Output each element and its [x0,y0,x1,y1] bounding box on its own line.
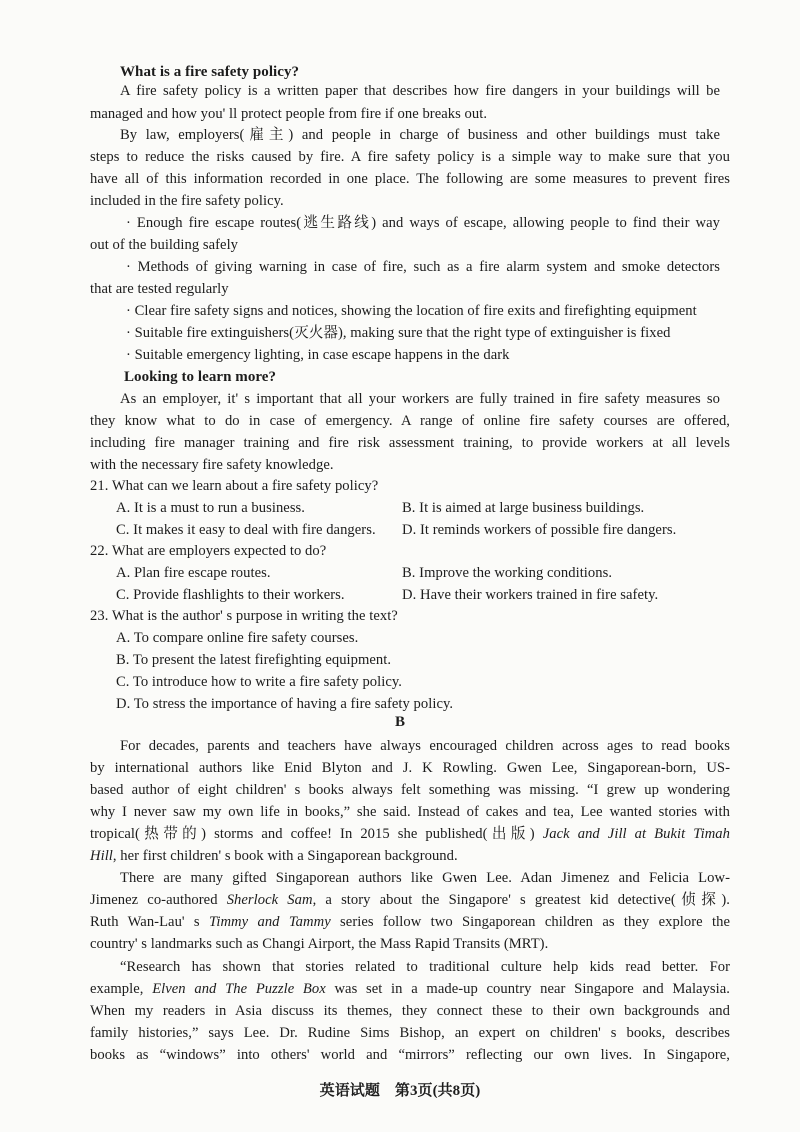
text-line: managed and how you' ll protect people from fire if one breaks out. [90,106,488,122]
text-line: “Research has shown that stories related to traditional culture help kids read better. For [120,959,730,975]
question-23: 23. What is the author' s purpose in writing the text? [90,608,398,624]
text-line: by international authors like Enid Blyton and J. K Rowling. Gwen Lee, Singaporean-born, US- [90,760,730,776]
option-21a: A. It is a must to run a business. [116,500,305,516]
bullet-item: · Clear fire safety signs and notices, showing the location of fire exits and firefighting equipment [126,303,697,319]
text-segment: was set in a made-up country near Singapore and Malaysia. [325,981,730,997]
option-21d: D. It reminds workers of possible fire dangers. [402,522,677,538]
bullet-item: · Suitable fire extinguishers(灭火器), making sure that the right type of extinguisher is fixed [126,325,671,341]
text-line: books as “windows” into others' world and “mirrors” reflecting our own lives. In Singapore, [90,1047,730,1063]
option-23a: A. To compare online fire safety courses. [116,630,359,646]
text-line: included in the fire safety policy. [90,193,284,209]
option-23d: D. To stress the importance of having a fire safety policy. [116,696,454,712]
bullet-item: · Suitable emergency lighting, in case escape happens in the dark [126,347,510,363]
text-line: By law, employers(雇主) and people in charge of business and other buildings must take [120,127,720,143]
text-line: that are tested regularly [90,281,229,297]
option-22b: B. Improve the working conditions. [402,565,613,581]
heading-fire-safety-policy: What is a fire safety policy? [120,64,300,80]
text-line: A fire safety policy is a written paper that describes how fire dangers in your buildings will be [120,83,720,99]
book-title: Jack and Jill at Bukit Timah [542,826,730,842]
text-line: country' s landmarks such as Changi Airport, the Mass Rapid Transits (MRT). [90,936,549,952]
question-21: 21. What can we learn about a fire safety policy? [90,478,379,494]
text-line: why I never saw my own life in books,” she said. Instead of cakes and tea, Lee wanted stories with [90,804,730,820]
page-footer: 英语试题 第3页(共8页) [319,1083,481,1099]
text-line: out of the building safely [90,237,239,253]
text-line: have all of this information recorded in one place. The following are some measures to prevent fires [90,171,730,187]
text-segment: , a story about the Singapore' s greatest kid detective(侦探). [312,892,730,908]
option-23b: B. To present the latest firefighting equipment. [116,652,392,668]
bullet-item: · Enough fire escape routes(逃生路线) and ways of escape, allowing people to find their way [126,215,720,231]
question-22: 22. What are employers expected to do? [90,543,327,559]
text-line: family histories,” says Lee. Dr. Rudine Sims Bishop, an expert on children' s books, describes [90,1025,730,1041]
text-line: When my readers in Asia discuss its themes, they connect these to their own backgrounds and [90,1003,730,1019]
option-21b: B. It is aimed at large business buildings. [402,500,645,516]
option-22d: D. Have their workers trained in fire safety. [402,587,659,603]
book-title: Elven and The Puzzle Box [152,981,326,997]
option-22c: C. Provide flashlights to their workers. [116,587,345,603]
text-line [90,890,730,910]
text-line: including fire manager training and fire risk assessment training, to provide workers at all levels [90,435,730,451]
option-22a: A. Plan fire escape routes. [116,565,271,581]
text-line [90,846,458,866]
book-title: Timmy and Tammy [208,914,331,930]
text-segment: series follow two Singaporean children as they explore the [330,914,730,930]
option-21c: C. It makes it easy to deal with fire dangers. [116,522,376,538]
text-line: with the necessary fire safety knowledge. [90,457,334,473]
text-line [90,979,730,999]
text-line: As an employer, it' s important that all your workers are fully trained in fire safety measures so [120,391,720,407]
text-segment: Ruth Wan-Lau' s [90,914,209,930]
text-line: There are many gifted Singaporean authors like Gwen Lee. Adan Jimenez and Felicia Low- [120,870,730,886]
text-line: steps to reduce the risks caused by fire. A fire safety policy is a simple way to make sure that you [90,149,730,165]
text-segment: tropical(热带的) storms and coffee! In 2015 she published(出版) [90,826,543,842]
text-segment: Jimenez co-authored [90,892,227,908]
text-line: they know what to do in case of emergency. A range of online fire safety courses are offered, [90,413,730,429]
heading-learn-more: Looking to learn more? [124,369,277,385]
book-title: Hill [90,848,113,864]
text-line [90,824,730,844]
text-line: For decades, parents and teachers have always encouraged children across ages to read books [120,738,730,754]
text-line: based author of eight children' s books always felt something was missing. “I grew up wondering [90,782,730,798]
book-title: Sherlock Sam [226,892,313,908]
text-segment: , her first children' s book with a Singaporean background. [112,848,458,864]
text-segment: example, [90,981,153,997]
passage-b-label: B [394,714,406,730]
option-23c: C. To introduce how to write a fire safety policy. [116,674,402,690]
bullet-item: · Methods of giving warning in case of fire, such as a fire alarm system and smoke detectors [126,259,720,275]
text-line [90,912,730,932]
